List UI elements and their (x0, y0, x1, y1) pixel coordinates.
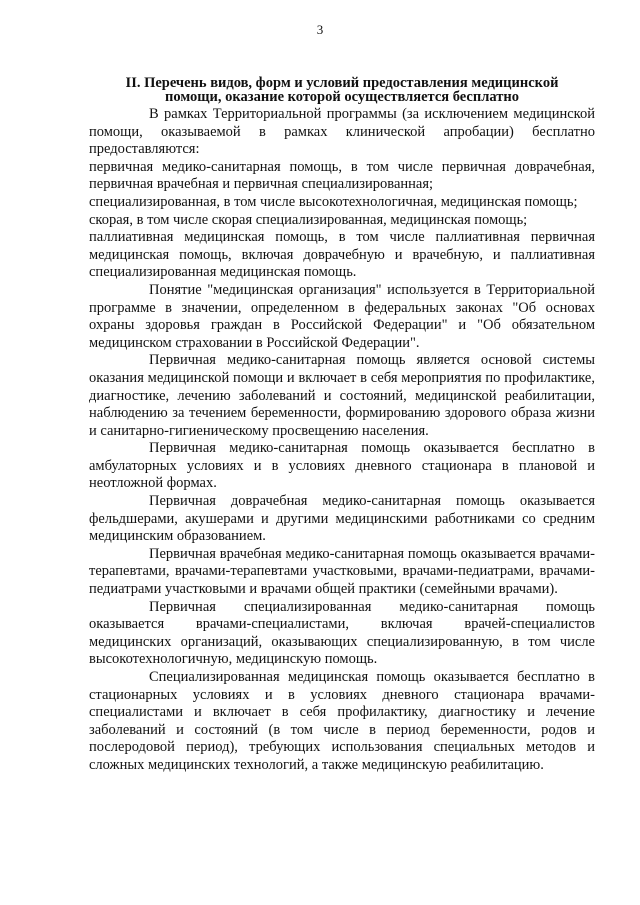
page-number: 3 (316, 22, 324, 37)
list-item: специализированная, в том числе высокотехнологичная, медицинская помощь; (89, 193, 578, 210)
paragraph: Специализированная медицинская помощь оказывается бесплатно в стационарных условиях и в условиях дневного стационара врачами-специалистами и включает в себя профилактику, диагностику и лечение заболеваний и состояний (в том числе в период беременности, родов и послеродовой период), требующих использования специальных методов и сложных медицинских технологий, а также медицинскую реабилитацию. (89, 669, 595, 773)
document-body (89, 76, 595, 775)
paragraph: Первичная врачебная медико-санитарная помощь оказывается врачами-терапевтами, врачами-терапевтами участковыми, врачами-педиатрами, врачами-педиатрами участковыми и врачами общей практики (семейными врачами). (89, 545, 595, 598)
section-heading-line-1: II. Перечень видов, форм и условий предоставления медицинской (125, 75, 559, 91)
section-heading-line-2: помощи, оказание которой осуществляется бесплатно (165, 89, 519, 105)
paragraph: Понятие "медицинская организация" используется в Территориальной программе в значении, определенном в федеральных законах "Об основах охраны здоровья граждан в Российской Федерации" и "Об обязательном медицинском страховании в Российской Федерации". (89, 281, 595, 351)
paragraph: Первичная специализированная медико-санитарная помощь оказывается врачами-специалистами, включая врачей-специалистов медицинских организаций, оказывающих специализированную, в том числе высокотехнологичную, медицинскую помощь. (89, 598, 595, 668)
section-heading (89, 76, 595, 104)
paragraph: Первичная медико-санитарная помощь является основой системы оказания медицинской помощи и включает в себя мероприятия по профилактике, диагностике, лечению заболеваний и состояний, медицинской реабилитации, наблюдению за течением беременности, формированию здорового образа жизни и санитарно-гигиеническому просвещению населения. (89, 352, 595, 439)
paragraph: Первичная доврачебная медико-санитарная помощь оказывается фельдшерами, акушерами и другими медицинскими работниками со средним медицинским образованием. (89, 493, 595, 545)
list-item: паллиативная медицинская помощь, в том числе паллиативная первичная медицинская помощь, включая доврачебную и врачебную, и паллиативная специализированная медицинская помощь. (89, 229, 595, 281)
list-item: скорая, в том числе скорая специализированная, медицинская помощь; (89, 211, 528, 228)
paragraph: Первичная медико-санитарная помощь оказывается бесплатно в амбулаторных условиях и в условиях дневного стационара в плановой и неотложной формах. (89, 440, 595, 492)
paragraph: В рамках Территориальной программы (за исключением медицинской помощи, оказываемой в рамках клинической апробации) бесплатно предоставляются: (89, 106, 595, 158)
list-item: первичная медико-санитарная помощь, в том числе первичная доврачебная, первичная врачебная и первичная специализированная; (89, 158, 595, 193)
